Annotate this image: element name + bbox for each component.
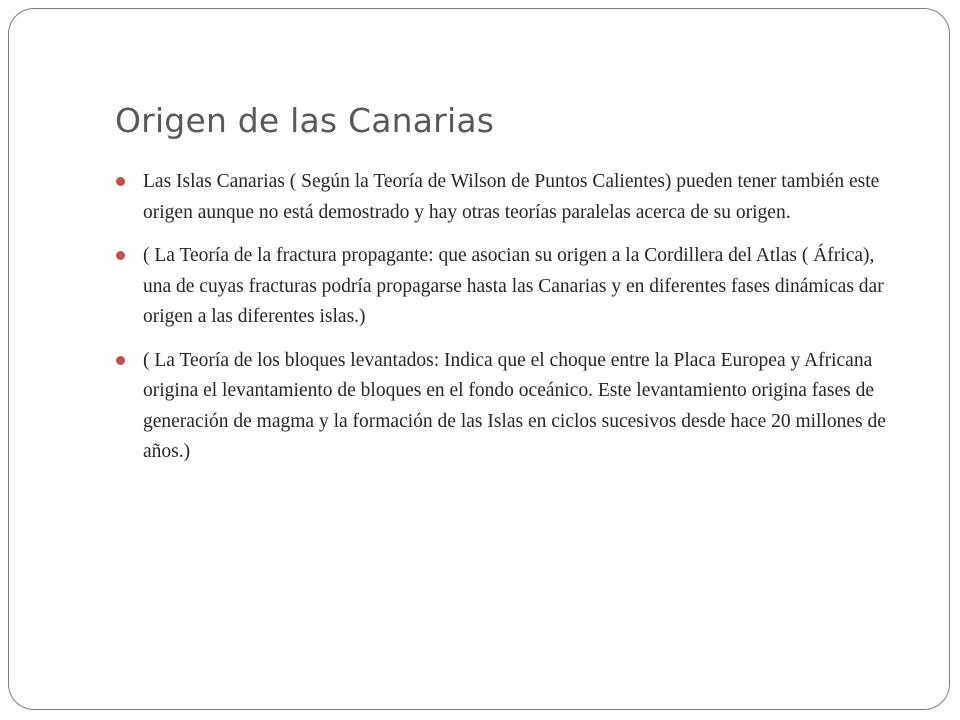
bullet-dot-icon xyxy=(116,177,125,186)
bullet-item xyxy=(115,167,895,228)
slide-title: Origen de las Canarias xyxy=(115,101,495,140)
bullet-text: Las Islas Canarias ( Según la Teoría de Wilson de Puntos Calientes) pueden tener también este origen aunque no está demostrado y hay otras teorías paralelas acerca de su origen. xyxy=(143,171,880,223)
bullet-dot-icon xyxy=(116,251,125,260)
slide-frame xyxy=(8,8,950,710)
bullet-item xyxy=(115,241,895,333)
bullet-item xyxy=(115,346,895,468)
bullet-list xyxy=(115,167,895,481)
bullet-dot-icon xyxy=(116,356,125,365)
bullet-text: ( La Teoría de los bloques levantados: Indica que el choque entre la Placa Europea y Africana origina el levantamiento de bloques en el fondo oceánico. Este levantamiento origina fases de generación de magma y la formación de las Islas en ciclos sucesivos desde hace 20 millones de años.) xyxy=(143,349,886,462)
bullet-text: ( La Teoría de la fractura propagante: que asocian su origen a la Cordillera del Atlas ( África), una de cuyas fracturas podría propagarse hasta las Canarias y en diferentes fases dinámicas dar origen a las diferentes islas.) xyxy=(143,245,884,327)
